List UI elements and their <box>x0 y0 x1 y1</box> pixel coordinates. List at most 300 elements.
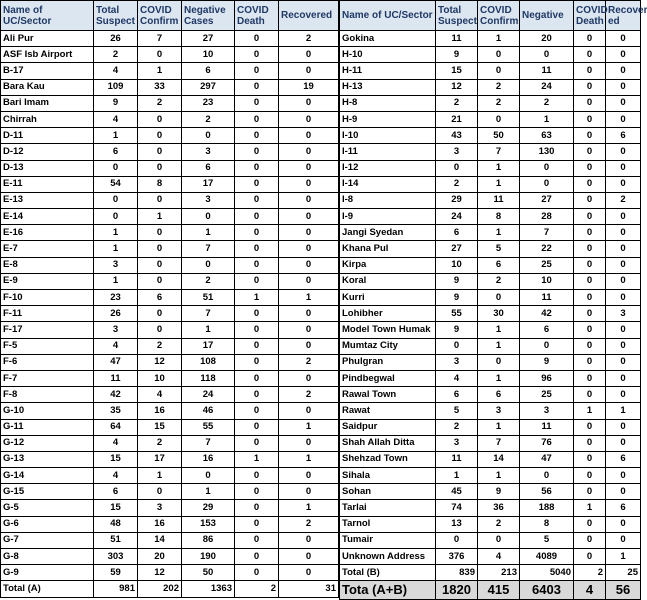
value-cell: 0 <box>606 387 641 403</box>
header-row <box>1 1 339 31</box>
value-cell: 1820 <box>436 581 478 600</box>
table-row <box>340 192 641 208</box>
value-cell: 29 <box>436 192 478 208</box>
value-cell: 6 <box>94 484 138 500</box>
value-cell: 55 <box>436 306 478 322</box>
value-cell: 50 <box>182 565 235 581</box>
value-cell: 1 <box>606 549 641 565</box>
value-cell: 0 <box>478 532 520 548</box>
value-cell: 16 <box>138 403 182 419</box>
sector-name-cell: Unknown Address <box>340 549 436 565</box>
value-cell: 0 <box>138 257 182 273</box>
value-cell: 0 <box>235 257 279 273</box>
table-row <box>340 532 641 548</box>
value-cell: 2 <box>436 176 478 192</box>
table-row <box>1 273 339 289</box>
value-cell: 0 <box>606 209 641 225</box>
value-cell: 2 <box>606 192 641 208</box>
value-cell: 15 <box>94 451 138 467</box>
value-cell: 4 <box>94 435 138 451</box>
value-cell: 3 <box>520 403 574 419</box>
column-header: Name of UC/Sector <box>340 1 436 31</box>
value-cell: 0 <box>235 565 279 581</box>
value-cell: 0 <box>138 306 182 322</box>
value-cell: 9 <box>436 322 478 338</box>
table-row <box>340 47 641 63</box>
value-cell: 2 <box>478 273 520 289</box>
table-row <box>1 160 339 176</box>
value-cell: 0 <box>235 322 279 338</box>
table-row <box>340 128 641 144</box>
table-row <box>340 257 641 273</box>
grand-total-row <box>340 581 641 600</box>
value-cell: 0 <box>279 176 339 192</box>
value-cell: 9 <box>436 47 478 63</box>
table-row <box>1 419 339 435</box>
value-cell: 17 <box>182 338 235 354</box>
value-cell: 1 <box>138 468 182 484</box>
value-cell: 11 <box>436 451 478 467</box>
value-cell: 0 <box>574 516 606 532</box>
value-cell: 33 <box>138 79 182 95</box>
table-row <box>340 160 641 176</box>
value-cell: 11 <box>520 63 574 79</box>
value-cell: 3 <box>436 144 478 160</box>
table-row <box>340 225 641 241</box>
value-cell: 2 <box>182 273 235 289</box>
sector-name-cell: Koral <box>340 273 436 289</box>
value-cell: 4 <box>94 468 138 484</box>
sector-name-cell: G-14 <box>1 468 94 484</box>
value-cell: 1 <box>574 500 606 516</box>
value-cell: 5 <box>436 403 478 419</box>
value-cell: 7 <box>182 306 235 322</box>
value-cell: 0 <box>279 565 339 581</box>
table-row <box>1 290 339 306</box>
sector-name-cell: H-9 <box>340 111 436 127</box>
value-cell: 1 <box>182 484 235 500</box>
table-row <box>1 549 339 565</box>
value-cell: 20 <box>138 549 182 565</box>
value-cell: 0 <box>279 257 339 273</box>
value-cell: 9 <box>478 484 520 500</box>
value-cell: 153 <box>182 516 235 532</box>
value-cell: 0 <box>279 111 339 127</box>
sector-name-cell: Rawal Town <box>340 387 436 403</box>
value-cell: 45 <box>436 484 478 500</box>
sector-name-cell: G-13 <box>1 451 94 467</box>
value-cell: 6 <box>138 290 182 306</box>
sector-name-cell: E-9 <box>1 273 94 289</box>
table-row <box>1 79 339 95</box>
sector-name-cell: I-9 <box>340 209 436 225</box>
value-cell: 1 <box>478 419 520 435</box>
value-cell: 0 <box>574 111 606 127</box>
value-cell: 1 <box>279 451 339 467</box>
value-cell: 6 <box>478 387 520 403</box>
sector-name-cell: Sihala <box>340 468 436 484</box>
value-cell: 0 <box>235 31 279 47</box>
value-cell: 86 <box>182 532 235 548</box>
sector-name-cell: Total (B) <box>340 565 436 581</box>
value-cell: 202 <box>138 581 182 598</box>
sector-name-cell: Khana Pul <box>340 241 436 257</box>
value-cell: 11 <box>94 370 138 386</box>
table-row <box>1 306 339 322</box>
value-cell: 0 <box>138 484 182 500</box>
table-row <box>1 111 339 127</box>
value-cell: 0 <box>606 257 641 273</box>
value-cell: 7 <box>520 225 574 241</box>
value-cell: 6 <box>94 144 138 160</box>
value-cell: 0 <box>606 144 641 160</box>
value-cell: 10 <box>138 370 182 386</box>
sector-name-cell: Pindbegwal <box>340 370 436 386</box>
value-cell: 0 <box>279 144 339 160</box>
value-cell: 415 <box>478 581 520 600</box>
header-row <box>340 1 641 31</box>
value-cell: 0 <box>279 306 339 322</box>
value-cell: 19 <box>279 79 339 95</box>
value-cell: 0 <box>235 209 279 225</box>
value-cell: 0 <box>574 435 606 451</box>
sector-name-cell: Tarlai <box>340 500 436 516</box>
table-row <box>340 419 641 435</box>
table-row <box>1 500 339 516</box>
value-cell: 0 <box>606 338 641 354</box>
value-cell: 1 <box>478 338 520 354</box>
sector-name-cell: Mumtaz City <box>340 338 436 354</box>
sector-name-cell: H-13 <box>340 79 436 95</box>
value-cell: 63 <box>520 128 574 144</box>
value-cell: 51 <box>94 532 138 548</box>
value-cell: 23 <box>182 95 235 111</box>
value-cell: 0 <box>279 435 339 451</box>
value-cell: 3 <box>436 435 478 451</box>
value-cell: 0 <box>574 95 606 111</box>
table-row <box>1 516 339 532</box>
sector-name-cell: Sohan <box>340 484 436 500</box>
value-cell: 6 <box>606 128 641 144</box>
sector-name-cell: F-17 <box>1 322 94 338</box>
value-cell: 0 <box>436 338 478 354</box>
value-cell: 4 <box>94 111 138 127</box>
value-cell: 2 <box>279 354 339 370</box>
table-row <box>1 128 339 144</box>
table-row <box>1 95 339 111</box>
sector-name-cell: Model Town Humak <box>340 322 436 338</box>
value-cell: 12 <box>138 565 182 581</box>
value-cell: 0 <box>279 532 339 548</box>
value-cell: 1 <box>478 322 520 338</box>
value-cell: 11 <box>520 419 574 435</box>
value-cell: 0 <box>138 47 182 63</box>
value-cell: 0 <box>574 322 606 338</box>
table-row <box>1 435 339 451</box>
table-row <box>340 241 641 257</box>
value-cell: 0 <box>520 47 574 63</box>
value-cell: 0 <box>235 192 279 208</box>
sector-name-cell: E-14 <box>1 209 94 225</box>
sector-name-cell: Tumair <box>340 532 436 548</box>
value-cell: 47 <box>520 451 574 467</box>
value-cell: 0 <box>574 387 606 403</box>
value-cell: 14 <box>478 451 520 467</box>
value-cell: 2 <box>138 338 182 354</box>
value-cell: 2 <box>279 387 339 403</box>
value-cell: 6 <box>606 451 641 467</box>
value-cell: 0 <box>574 257 606 273</box>
value-cell: 8 <box>138 176 182 192</box>
table-row <box>340 306 641 322</box>
value-cell: 20 <box>520 31 574 47</box>
value-cell: 0 <box>138 241 182 257</box>
value-cell: 9 <box>94 95 138 111</box>
value-cell: 50 <box>478 128 520 144</box>
value-cell: 0 <box>235 176 279 192</box>
value-cell: 0 <box>235 63 279 79</box>
value-cell: 15 <box>138 419 182 435</box>
value-cell: 7 <box>478 144 520 160</box>
sector-name-cell: H-10 <box>340 47 436 63</box>
value-cell: 31 <box>279 581 339 598</box>
value-cell: 6 <box>520 322 574 338</box>
value-cell: 1 <box>478 468 520 484</box>
value-cell: 188 <box>520 500 574 516</box>
sector-name-cell: D-13 <box>1 160 94 176</box>
value-cell: 0 <box>235 500 279 516</box>
table-row <box>340 111 641 127</box>
value-cell: 0 <box>235 241 279 257</box>
table-row <box>340 516 641 532</box>
value-cell: 4089 <box>520 549 574 565</box>
value-cell: 59 <box>94 565 138 581</box>
sector-name-cell: E-11 <box>1 176 94 192</box>
sector-name-cell: F-8 <box>1 387 94 403</box>
value-cell: 2 <box>138 95 182 111</box>
value-cell: 0 <box>606 484 641 500</box>
sector-name-cell: Bari Imam <box>1 95 94 111</box>
value-cell: 2 <box>138 435 182 451</box>
sector-name-cell: E-7 <box>1 241 94 257</box>
sector-name-cell: F-11 <box>1 306 94 322</box>
value-cell: 1 <box>94 273 138 289</box>
value-cell: 0 <box>574 192 606 208</box>
value-cell: 0 <box>138 160 182 176</box>
value-cell: 9 <box>520 354 574 370</box>
value-cell: 6 <box>436 387 478 403</box>
value-cell: 30 <box>478 306 520 322</box>
table-row <box>340 387 641 403</box>
value-cell: 109 <box>94 79 138 95</box>
sector-name-cell: G-7 <box>1 532 94 548</box>
value-cell: 0 <box>574 484 606 500</box>
table-row <box>1 338 339 354</box>
sector-name-cell: G-5 <box>1 500 94 516</box>
value-cell: 0 <box>606 31 641 47</box>
value-cell: 8 <box>520 516 574 532</box>
value-cell: 22 <box>520 241 574 257</box>
total-b-row <box>340 565 641 581</box>
column-header: Total Suspect <box>436 1 478 31</box>
value-cell: 46 <box>182 403 235 419</box>
value-cell: 0 <box>235 403 279 419</box>
value-cell: 0 <box>574 176 606 192</box>
value-cell: 0 <box>574 31 606 47</box>
sector-name-cell: Ali Pur <box>1 31 94 47</box>
table-row <box>1 484 339 500</box>
value-cell: 0 <box>235 484 279 500</box>
value-cell: 0 <box>138 144 182 160</box>
value-cell: 0 <box>279 225 339 241</box>
table-a-header <box>1 1 339 31</box>
sector-name-cell: G-12 <box>1 435 94 451</box>
value-cell: 0 <box>235 144 279 160</box>
value-cell: 24 <box>182 387 235 403</box>
value-cell: 25 <box>606 565 641 581</box>
value-cell: 24 <box>436 209 478 225</box>
value-cell: 1 <box>279 500 339 516</box>
value-cell: 0 <box>574 419 606 435</box>
value-cell: 2 <box>436 419 478 435</box>
value-cell: 190 <box>182 549 235 565</box>
value-cell: 15 <box>436 63 478 79</box>
value-cell: 0 <box>138 111 182 127</box>
value-cell: 0 <box>279 338 339 354</box>
table-row <box>1 31 339 47</box>
value-cell: 1 <box>478 176 520 192</box>
value-cell: 0 <box>574 160 606 176</box>
value-cell: 1 <box>279 290 339 306</box>
value-cell: 0 <box>235 128 279 144</box>
value-cell: 0 <box>606 241 641 257</box>
value-cell: 21 <box>436 111 478 127</box>
value-cell: 2 <box>94 47 138 63</box>
sector-name-cell: Kurri <box>340 290 436 306</box>
value-cell: 7 <box>182 241 235 257</box>
sector-name-cell: I-11 <box>340 144 436 160</box>
table-row <box>1 144 339 160</box>
value-cell: 1 <box>182 322 235 338</box>
value-cell: 1 <box>94 128 138 144</box>
value-cell: 0 <box>182 257 235 273</box>
value-cell: 27 <box>436 241 478 257</box>
value-cell: 1 <box>94 241 138 257</box>
sector-name-cell: G-15 <box>1 484 94 500</box>
value-cell: 0 <box>235 435 279 451</box>
value-cell: 3 <box>478 403 520 419</box>
sector-name-cell: E-13 <box>1 192 94 208</box>
value-cell: 96 <box>520 370 574 386</box>
value-cell: 16 <box>182 451 235 467</box>
value-cell: 4 <box>138 387 182 403</box>
value-cell: 28 <box>520 209 574 225</box>
sector-name-cell: G-11 <box>1 419 94 435</box>
value-cell: 0 <box>436 532 478 548</box>
table-row <box>340 370 641 386</box>
value-cell: 0 <box>606 79 641 95</box>
sector-name-cell: E-8 <box>1 257 94 273</box>
value-cell: 8 <box>478 209 520 225</box>
table-row <box>340 95 641 111</box>
table-row <box>340 403 641 419</box>
value-cell: 0 <box>279 370 339 386</box>
value-cell: 11 <box>520 290 574 306</box>
column-header: COVID Confirm <box>478 1 520 31</box>
sector-name-cell: H-11 <box>340 63 436 79</box>
table-row <box>340 435 641 451</box>
value-cell: 6 <box>606 500 641 516</box>
value-cell: 9 <box>436 273 478 289</box>
sector-name-cell: G-8 <box>1 549 94 565</box>
value-cell: 0 <box>606 95 641 111</box>
sector-name-cell: Tota (A+B) <box>340 581 436 600</box>
value-cell: 2 <box>478 79 520 95</box>
value-cell: 0 <box>279 192 339 208</box>
value-cell: 0 <box>606 47 641 63</box>
value-cell: 0 <box>235 160 279 176</box>
sector-name-cell: Bara Kau <box>1 79 94 95</box>
value-cell: 0 <box>138 225 182 241</box>
value-cell: 3 <box>182 144 235 160</box>
table-row <box>1 47 339 63</box>
value-cell: 839 <box>436 565 478 581</box>
value-cell: 17 <box>138 451 182 467</box>
value-cell: 1 <box>138 63 182 79</box>
table-row <box>340 484 641 500</box>
value-cell: 0 <box>574 241 606 257</box>
table-row <box>1 354 339 370</box>
value-cell: 297 <box>182 79 235 95</box>
value-cell: 1 <box>478 160 520 176</box>
value-cell: 3 <box>94 322 138 338</box>
value-cell: 6 <box>478 257 520 273</box>
value-cell: 11 <box>478 192 520 208</box>
table-row <box>340 354 641 370</box>
value-cell: 0 <box>436 160 478 176</box>
column-header: Name of UC/Sector <box>1 1 94 31</box>
value-cell: 0 <box>279 128 339 144</box>
value-cell: 0 <box>574 370 606 386</box>
value-cell: 2 <box>574 565 606 581</box>
value-cell: 0 <box>574 47 606 63</box>
value-cell: 2 <box>520 95 574 111</box>
value-cell: 0 <box>182 128 235 144</box>
value-cell: 0 <box>606 354 641 370</box>
table-row <box>340 144 641 160</box>
sector-name-cell: Shah Allah Ditta <box>340 435 436 451</box>
value-cell: 0 <box>235 47 279 63</box>
value-cell: 0 <box>574 209 606 225</box>
value-cell: 0 <box>606 63 641 79</box>
value-cell: 303 <box>94 549 138 565</box>
value-cell: 10 <box>520 273 574 289</box>
value-cell: 0 <box>606 290 641 306</box>
value-cell: 0 <box>182 468 235 484</box>
value-cell: 12 <box>436 79 478 95</box>
value-cell: 76 <box>520 435 574 451</box>
value-cell: 3 <box>138 500 182 516</box>
value-cell: 1 <box>606 403 641 419</box>
value-cell: 1 <box>235 290 279 306</box>
table-b-header <box>340 1 647 31</box>
table-row <box>1 451 339 467</box>
value-cell: 0 <box>94 209 138 225</box>
value-cell: 0 <box>94 192 138 208</box>
value-cell: 0 <box>574 549 606 565</box>
value-cell: 1 <box>436 468 478 484</box>
table-row <box>1 370 339 386</box>
